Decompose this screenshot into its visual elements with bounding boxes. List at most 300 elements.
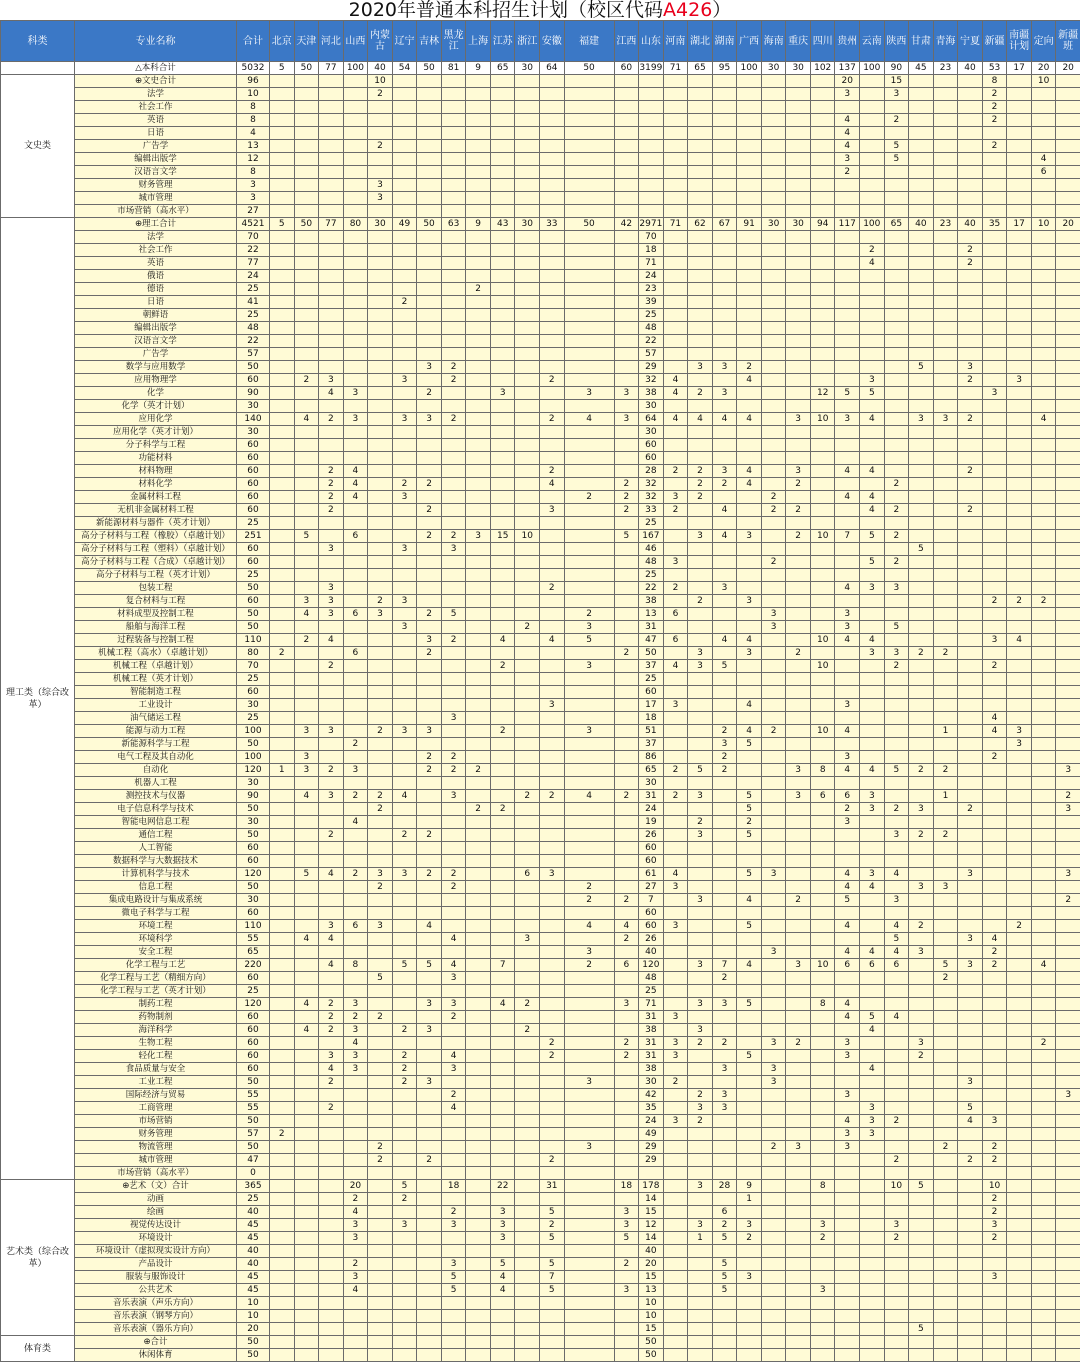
total-cell: 100 — [237, 751, 270, 764]
quota-cell — [319, 270, 344, 283]
quota-cell — [270, 1232, 295, 1245]
quota-cell — [417, 712, 442, 725]
quota-cell: 2 — [417, 868, 442, 881]
quota-cell — [737, 777, 762, 790]
quota-cell — [860, 569, 885, 582]
quota-cell: 2 — [270, 647, 295, 660]
quota-cell — [1031, 1271, 1056, 1284]
quota-cell — [515, 1349, 540, 1362]
total-cell: 47 — [237, 1154, 270, 1167]
quota-cell: 3 — [860, 1128, 885, 1141]
quota-cell — [343, 972, 368, 985]
total-cell: 110 — [237, 920, 270, 933]
quota-cell: 3 — [564, 725, 614, 738]
quota-cell — [712, 1050, 737, 1063]
quota-cell — [933, 1167, 958, 1180]
quota-cell — [761, 166, 786, 179]
quota-cell — [490, 569, 515, 582]
quota-cell — [761, 842, 786, 855]
quota-cell — [909, 699, 934, 712]
quota-cell: 4 — [860, 491, 885, 504]
major-name-cell: 国际经济与贸易 — [75, 1089, 237, 1102]
quota-cell — [958, 1284, 983, 1297]
quota-cell — [884, 608, 909, 621]
quota-cell — [540, 1011, 565, 1024]
quota-cell — [417, 309, 442, 322]
quota-cell — [368, 777, 393, 790]
quota-cell — [417, 855, 442, 868]
quota-cell — [368, 764, 393, 777]
quota-cell — [515, 1271, 540, 1284]
quota-cell: 33 — [540, 218, 565, 231]
quota-cell — [1056, 959, 1080, 972]
quota-cell — [515, 348, 540, 361]
quota-cell — [417, 790, 442, 803]
quota-cell — [441, 166, 466, 179]
quota-cell — [392, 361, 417, 374]
quota-cell — [982, 803, 1007, 816]
quota-cell — [392, 1310, 417, 1323]
quota-cell: 5 — [737, 868, 762, 881]
quota-cell — [712, 140, 737, 153]
quota-cell — [737, 309, 762, 322]
quota-cell: 77 — [319, 62, 344, 75]
quota-cell — [884, 270, 909, 283]
quota-cell — [909, 777, 934, 790]
quota-cell — [1056, 1141, 1080, 1154]
quota-cell — [294, 1154, 319, 1167]
quota-cell — [294, 387, 319, 400]
quota-cell — [417, 1063, 442, 1076]
quota-cell: 3 — [1056, 1089, 1080, 1102]
quota-cell — [441, 1154, 466, 1167]
quota-cell — [1056, 517, 1080, 530]
quota-cell — [270, 1063, 295, 1076]
quota-cell — [712, 920, 737, 933]
quota-cell — [639, 179, 664, 192]
quota-cell: 2 — [319, 504, 344, 517]
quota-cell — [982, 842, 1007, 855]
quota-cell — [1007, 1245, 1032, 1258]
quota-cell: 3 — [884, 1219, 909, 1232]
quota-cell — [466, 465, 491, 478]
quota-cell — [958, 1271, 983, 1284]
quota-cell — [1056, 907, 1080, 920]
major-name-cell: 过程装备与控制工程 — [75, 634, 237, 647]
quota-cell — [884, 192, 909, 205]
quota-cell — [810, 1115, 835, 1128]
quota-cell — [1007, 179, 1032, 192]
quota-cell — [614, 1167, 639, 1180]
quota-cell — [663, 101, 688, 114]
quota-cell — [564, 673, 614, 686]
quota-cell: 24 — [639, 803, 664, 816]
quota-cell: 3 — [737, 595, 762, 608]
quota-cell — [835, 296, 860, 309]
quota-cell: 6 — [663, 608, 688, 621]
quota-cell — [933, 894, 958, 907]
quota-cell: 5 — [884, 933, 909, 946]
quota-cell — [737, 491, 762, 504]
total-cell: 10 — [237, 88, 270, 101]
quota-cell — [786, 88, 811, 101]
table-row — [1, 1193, 1080, 1206]
quota-cell — [860, 283, 885, 296]
quota-cell: 3 — [368, 608, 393, 621]
quota-cell — [933, 75, 958, 88]
quota-cell — [761, 920, 786, 933]
quota-cell — [564, 1063, 614, 1076]
quota-cell — [860, 1089, 885, 1102]
quota-cell: 2 — [958, 1154, 983, 1167]
quota-cell — [1056, 556, 1080, 569]
quota-cell: 2 — [392, 1063, 417, 1076]
quota-cell: 2 — [982, 1141, 1007, 1154]
quota-cell — [761, 413, 786, 426]
quota-cell — [737, 764, 762, 777]
quota-cell: 4 — [712, 530, 737, 543]
quota-cell — [663, 1089, 688, 1102]
quota-cell — [319, 400, 344, 413]
quota-cell — [737, 1154, 762, 1167]
quota-cell — [441, 296, 466, 309]
quota-cell — [884, 1128, 909, 1141]
quota-cell: 4 — [712, 413, 737, 426]
quota-cell — [294, 426, 319, 439]
quota-cell — [614, 803, 639, 816]
quota-cell — [515, 855, 540, 868]
quota-cell — [417, 426, 442, 439]
quota-cell — [294, 842, 319, 855]
quota-cell — [564, 556, 614, 569]
quota-cell: 2 — [343, 1011, 368, 1024]
quota-cell: 49 — [639, 1128, 664, 1141]
quota-cell: 2 — [982, 140, 1007, 153]
quota-cell: 35 — [982, 218, 1007, 231]
quota-cell — [737, 569, 762, 582]
quota-cell — [319, 881, 344, 894]
quota-cell: 4 — [663, 387, 688, 400]
table-row — [1, 75, 1080, 88]
quota-cell — [319, 127, 344, 140]
quota-cell — [1056, 1336, 1080, 1349]
quota-cell: 4 — [490, 1271, 515, 1284]
quota-cell — [564, 335, 614, 348]
quota-cell — [1056, 1271, 1080, 1284]
quota-cell — [343, 426, 368, 439]
quota-cell — [761, 296, 786, 309]
quota-cell — [1007, 1102, 1032, 1115]
quota-cell: 23 — [639, 283, 664, 296]
quota-cell — [343, 140, 368, 153]
quota-cell: 4 — [319, 868, 344, 881]
quota-cell — [982, 1011, 1007, 1024]
quota-cell — [270, 1284, 295, 1297]
quota-cell: 4 — [441, 1050, 466, 1063]
quota-cell — [490, 166, 515, 179]
table-row — [1, 361, 1080, 374]
quota-cell — [540, 1310, 565, 1323]
table-row — [1, 543, 1080, 556]
quota-cell — [688, 244, 713, 257]
table-row — [1, 1336, 1080, 1349]
column-header: 专业名称 — [75, 21, 237, 62]
quota-cell — [663, 426, 688, 439]
quota-cell — [1056, 1206, 1080, 1219]
quota-cell: 3 — [860, 582, 885, 595]
quota-cell — [909, 179, 934, 192]
quota-cell: 2 — [982, 1154, 1007, 1167]
quota-cell — [786, 1076, 811, 1089]
quota-cell — [564, 322, 614, 335]
quota-cell — [761, 75, 786, 88]
quota-cell — [515, 673, 540, 686]
quota-cell: 17 — [639, 699, 664, 712]
quota-cell — [466, 1037, 491, 1050]
quota-cell — [441, 270, 466, 283]
major-name-cell: 生物工程 — [75, 1037, 237, 1050]
quota-cell: 2971 — [639, 219, 663, 229]
quota-cell: 2 — [441, 1011, 466, 1024]
quota-cell — [515, 959, 540, 972]
quota-cell — [860, 738, 885, 751]
quota-cell — [490, 712, 515, 725]
quota-cell — [761, 400, 786, 413]
quota-cell — [466, 140, 491, 153]
quota-cell — [270, 1050, 295, 1063]
quota-cell: 65 — [688, 62, 713, 75]
quota-cell: 3 — [688, 1219, 713, 1232]
quota-cell — [712, 491, 737, 504]
quota-cell: 3 — [343, 413, 368, 426]
quota-cell: 2 — [441, 413, 466, 426]
quota-cell — [466, 972, 491, 985]
quota-cell — [490, 127, 515, 140]
quota-cell: 3 — [688, 790, 713, 803]
quota-cell — [663, 114, 688, 127]
quota-cell — [392, 842, 417, 855]
quota-cell — [810, 816, 835, 829]
quota-cell — [441, 673, 466, 686]
quota-cell — [761, 101, 786, 114]
major-name-cell: 服装与服饰设计 — [75, 1271, 237, 1284]
quota-cell — [614, 881, 639, 894]
quota-cell — [392, 634, 417, 647]
table-row — [1, 686, 1080, 699]
quota-cell — [540, 959, 565, 972]
quota-cell — [712, 1245, 737, 1258]
quota-cell — [515, 1076, 540, 1089]
quota-cell — [860, 1336, 885, 1349]
quota-cell — [319, 244, 344, 257]
quota-cell — [958, 127, 983, 140]
quota-cell — [1031, 946, 1056, 959]
quota-cell — [712, 114, 737, 127]
quota-cell — [663, 1180, 688, 1193]
total-cell: 60 — [237, 452, 270, 465]
quota-cell — [810, 75, 835, 88]
quota-cell: 64 — [639, 413, 664, 426]
quota-cell: 14 — [639, 1232, 664, 1245]
quota-cell — [490, 1024, 515, 1037]
title-main: 2020年普通本科招生计划（校区代码 — [348, 0, 664, 21]
quota-cell — [761, 88, 786, 101]
quota-cell — [933, 738, 958, 751]
quota-cell — [835, 205, 860, 218]
quota-cell — [614, 946, 639, 959]
quota-cell — [933, 855, 958, 868]
quota-cell — [761, 816, 786, 829]
quota-cell: 5 — [933, 959, 958, 972]
quota-cell — [982, 296, 1007, 309]
quota-cell — [466, 439, 491, 452]
quota-cell — [860, 1180, 885, 1193]
quota-cell — [712, 569, 737, 582]
total-cell: 25 — [237, 1193, 270, 1206]
quota-cell — [564, 1284, 614, 1297]
quota-cell — [810, 1323, 835, 1336]
quota-cell — [540, 439, 565, 452]
quota-cell — [810, 322, 835, 335]
quota-cell — [466, 842, 491, 855]
quota-cell — [786, 114, 811, 127]
quota-cell — [712, 1336, 737, 1349]
quota-cell — [933, 361, 958, 374]
quota-cell: 2 — [688, 478, 713, 491]
total-cell: 50 — [237, 1115, 270, 1128]
quota-cell: 3 — [737, 1219, 762, 1232]
page-title — [0, 0, 1080, 20]
quota-cell — [835, 673, 860, 686]
quota-cell — [1056, 829, 1080, 842]
quota-cell: 4 — [835, 881, 860, 894]
quota-cell — [688, 75, 713, 88]
quota-cell — [909, 959, 934, 972]
quota-cell: 2 — [466, 283, 491, 296]
quota-cell: 77 — [319, 218, 344, 231]
quota-cell — [663, 140, 688, 153]
quota-cell — [515, 426, 540, 439]
quota-cell — [1007, 764, 1032, 777]
quota-cell — [1007, 1063, 1032, 1076]
quota-cell — [1056, 400, 1080, 413]
quota-cell — [909, 465, 934, 478]
quota-cell — [761, 1193, 786, 1206]
quota-cell — [860, 920, 885, 933]
quota-cell: 3 — [761, 868, 786, 881]
quota-cell — [958, 153, 983, 166]
quota-cell: 2 — [982, 101, 1007, 114]
quota-cell — [270, 296, 295, 309]
quota-cell — [1007, 972, 1032, 985]
quota-cell: 2 — [466, 764, 491, 777]
quota-cell — [270, 1011, 295, 1024]
quota-cell — [614, 231, 639, 244]
quota-cell — [270, 478, 295, 491]
quota-cell — [1007, 1258, 1032, 1271]
quota-cell — [368, 855, 393, 868]
quota-cell — [810, 517, 835, 530]
quota-cell — [933, 712, 958, 725]
quota-cell — [368, 712, 393, 725]
quota-cell — [884, 491, 909, 504]
quota-cell — [466, 400, 491, 413]
quota-cell: 2 — [343, 790, 368, 803]
quota-cell — [663, 283, 688, 296]
quota-cell — [441, 127, 466, 140]
quota-cell — [663, 972, 688, 985]
quota-cell: 5 — [737, 998, 762, 1011]
quota-cell — [712, 452, 737, 465]
quota-cell: 30 — [639, 400, 664, 413]
quota-cell — [786, 933, 811, 946]
quota-cell — [1007, 777, 1032, 790]
major-name-cell: 英语 — [75, 114, 237, 127]
quota-cell — [737, 153, 762, 166]
quota-cell — [688, 1310, 713, 1323]
quota-cell — [515, 1323, 540, 1336]
quota-cell — [1031, 322, 1056, 335]
major-name-cell: 公共艺术 — [75, 1284, 237, 1297]
quota-cell — [761, 1245, 786, 1258]
quota-cell — [982, 348, 1007, 361]
major-name-cell: 高分子材料与工程（橡胶）（卓越计划） — [75, 530, 237, 543]
quota-cell — [392, 855, 417, 868]
quota-cell — [786, 1024, 811, 1037]
quota-cell — [441, 582, 466, 595]
quota-cell — [909, 1271, 934, 1284]
total-cell: 60 — [237, 374, 270, 387]
quota-cell: 3 — [761, 1037, 786, 1050]
quota-cell — [343, 1141, 368, 1154]
quota-cell — [810, 738, 835, 751]
quota-cell: 20 — [639, 1258, 664, 1271]
quota-cell: 42 — [614, 218, 639, 231]
quota-cell — [392, 1336, 417, 1349]
quota-cell — [909, 1076, 934, 1089]
major-name-cell: 船舶与海洋工程 — [75, 621, 237, 634]
quota-cell: 2 — [343, 1193, 368, 1206]
column-header: 新疆班 — [1056, 21, 1080, 62]
quota-cell — [1031, 699, 1056, 712]
quota-cell — [909, 387, 934, 400]
quota-cell — [294, 1232, 319, 1245]
quota-cell — [515, 1219, 540, 1232]
quota-cell — [1007, 1297, 1032, 1310]
table-row — [1, 452, 1080, 465]
quota-cell — [417, 1206, 442, 1219]
quota-cell — [1056, 426, 1080, 439]
quota-cell — [1007, 452, 1032, 465]
quota-cell: 3 — [441, 1258, 466, 1271]
quota-cell: 2 — [933, 829, 958, 842]
quota-cell: 4 — [982, 725, 1007, 738]
quota-cell: 5 — [835, 894, 860, 907]
major-name-cell: 城市管理 — [75, 192, 237, 205]
quota-cell — [466, 335, 491, 348]
quota-cell — [712, 1115, 737, 1128]
quota-cell: 4 — [564, 790, 614, 803]
quota-cell — [761, 1258, 786, 1271]
quota-cell — [835, 1271, 860, 1284]
quota-cell: 31 — [639, 1011, 664, 1024]
quota-cell — [441, 920, 466, 933]
quota-cell — [786, 634, 811, 647]
quota-cell — [1031, 972, 1056, 985]
total-cell: 45 — [237, 1219, 270, 1232]
quota-cell — [884, 634, 909, 647]
quota-cell — [270, 933, 295, 946]
